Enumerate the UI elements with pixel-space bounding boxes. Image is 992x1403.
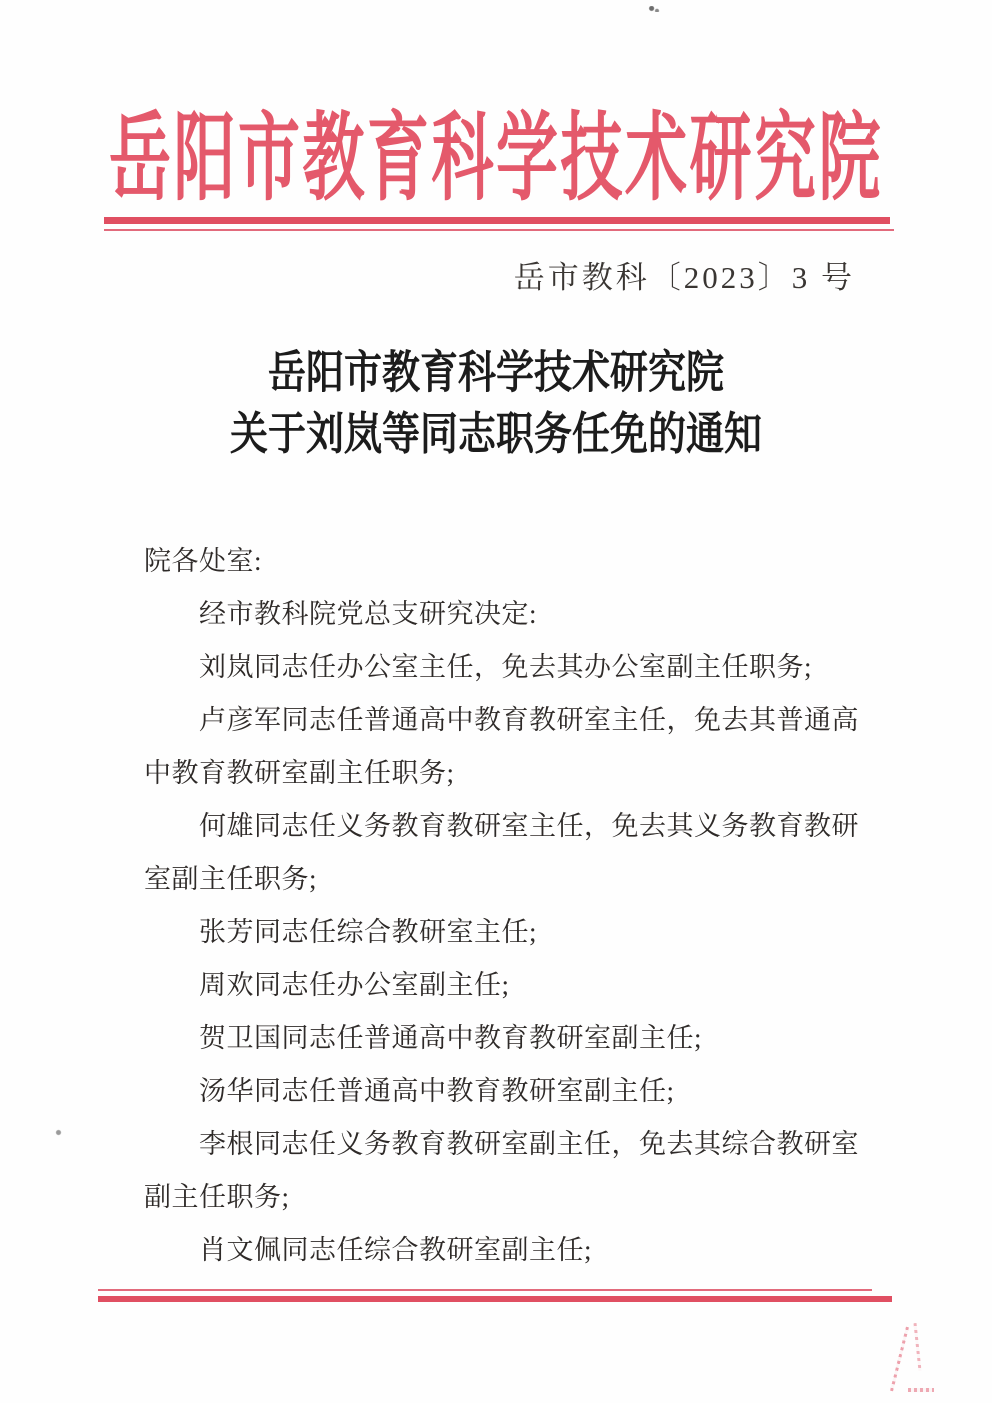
body-line-appointment: 中教育教研室副主任职务; [144, 758, 455, 788]
notice-body [144, 535, 868, 1277]
stamp-bleed-streak [890, 1327, 909, 1392]
footer-divider-thick [98, 1296, 892, 1302]
body-line-appointment: 卢彦军同志任普通高中教育教研室主任，免去其普通高 [144, 705, 859, 735]
scan-speck-artifact [55, 1129, 62, 1136]
body-line-salutation: 院各处室: [144, 546, 263, 576]
notice-title-line1: 岳阳市教育科学技术研究院 [267, 348, 724, 399]
body-line-appointment: 李根同志任义务教育教研室副主任，免去其综合教研室 [144, 1129, 859, 1159]
body-line-decision: 经市教科院党总支研究决定: [144, 599, 538, 629]
stamp-bleed-streak [913, 1323, 921, 1371]
notice-title-line2: 关于刘岚等同志职务任免的通知 [229, 409, 762, 460]
letterhead-divider-thick [104, 217, 890, 224]
scan-smudge-artifact [648, 6, 660, 12]
stamp-bleed-dash [908, 1388, 934, 1392]
body-line-appointment: 周欢同志任办公室副主任; [144, 970, 510, 1000]
body-line-appointment: 何雄同志任义务教育教研室主任，免去其义务教育教研 [144, 811, 859, 841]
document-number: 岳市教科〔2023〕3 号 [513, 260, 855, 295]
letterhead-divider-thin [104, 229, 894, 231]
body-line-appointment: 刘岚同志任办公室主任，免去其办公室副主任职务; [144, 652, 813, 682]
body-line-appointment: 汤华同志任普通高中教育教研室副主任; [144, 1076, 675, 1106]
footer-divider-thin [98, 1289, 872, 1291]
body-line-appointment: 室副主任职务; [144, 864, 318, 894]
body-line-appointment: 贺卫国同志任普通高中教育教研室副主任; [144, 1023, 703, 1053]
body-line-appointment: 副主任职务; [144, 1182, 290, 1212]
letterhead-agency-title: 岳阳市教育科学技术研究院 [108, 107, 883, 213]
body-line-appointment: 张芳同志任综合教研室主任; [144, 917, 538, 947]
notice-title [0, 343, 992, 466]
body-line-appointment: 肖文佩同志任综合教研室副主任; [144, 1235, 593, 1265]
